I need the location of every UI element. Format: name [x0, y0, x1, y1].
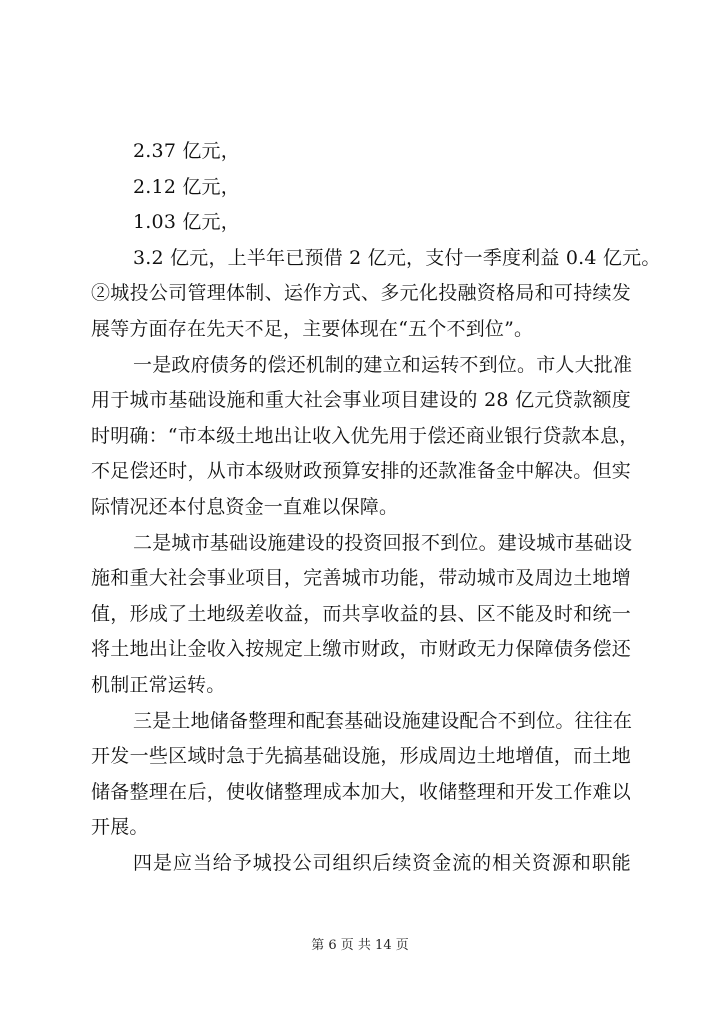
text-line: 二是城市基础设施建设的投资回报不到位。建设城市基础设 — [133, 531, 633, 554]
text-line: 四是应当给予城投公司组织后续资金流的相关资源和职能 — [133, 851, 631, 874]
text-line: 3.2 亿元，上半年已预借 2 亿元，支付一季度利益 0.4 亿元。 — [133, 246, 661, 269]
text-line: 值，形成了土地级差收益，而共享收益的县、区不能及时和统一 — [91, 602, 631, 625]
text-line: 1.03 亿元， — [133, 211, 240, 234]
text-line: 三是土地储备整理和配套基础设施建设配合不到位。往往在 — [133, 709, 633, 732]
text-line: 2.37 亿元， — [133, 140, 240, 162]
text-line: 2.12 亿元， — [133, 175, 240, 198]
text-line: 不足偿还时，从市本级财政预算安排的还款准备金中解决。但实 — [91, 460, 631, 483]
text-line: 时明确：“市本级土地出让收入优先用于偿还商业银行贷款本息， — [91, 424, 639, 447]
text-line: 用于城市基础设施和重大社会事业项目建设的 28 亿元贷款额度 — [91, 389, 631, 412]
text-line: 施和重大社会事业项目，完善城市功能，带动城市及周边土地增 — [91, 567, 631, 590]
text-line: 展等方面存在先天不足，主要体现在“五个不到位”。 — [91, 317, 534, 340]
text-line: 储备整理在后，使收储整理成本加大，收储整理和开发工作难以 — [91, 780, 631, 803]
text-line: ②城投公司管理体制、运作方式、多元化投融资格局和可持续发 — [91, 282, 631, 305]
document-body — [91, 134, 661, 881]
text-line: 开展。 — [91, 816, 149, 839]
text-line: 一是政府债务的偿还机制的建立和运转不到位。市人大批准 — [133, 353, 633, 376]
text-line: 机制正常运转。 — [91, 673, 226, 696]
text-line: 将土地出让金收入按规定上缴市财政，市财政无力保障债务偿还 — [91, 638, 631, 661]
page-footer: 第 6 页 共 14 页 — [311, 938, 409, 953]
text-line: 际情况还本付息资金一直难以保障。 — [91, 495, 399, 518]
text-line: 开发一些区域时急于先搞基础设施，形成周边土地增值，而土地 — [91, 745, 631, 768]
